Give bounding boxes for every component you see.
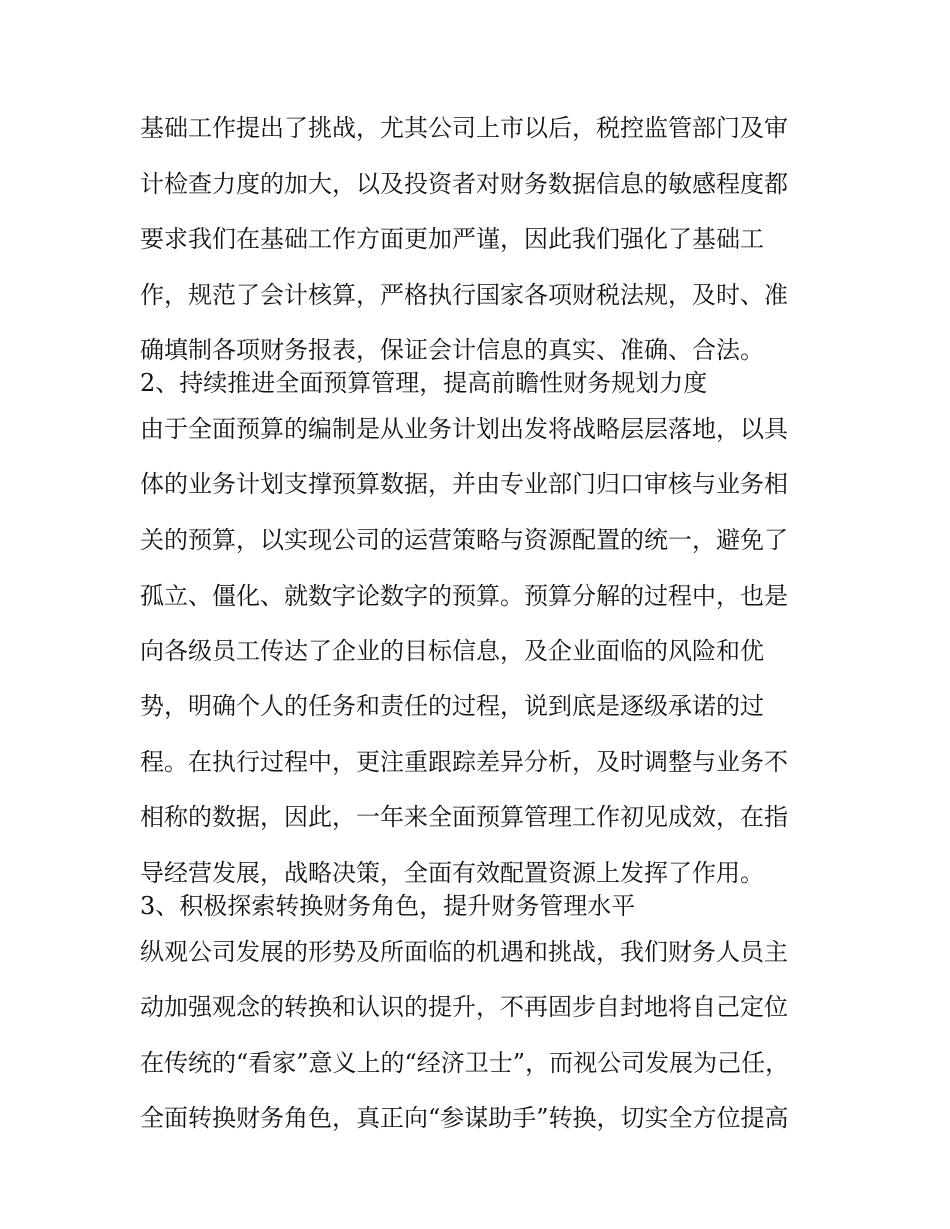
paragraph-line: 动加强观念的转换和认识的提升，不再固步自封地将自己定位 [140, 993, 788, 1021]
paragraph-line: 基础工作提出了挑战，尤其公司上市以后，税控监管部门及审 [140, 114, 788, 142]
section-heading: 3、积极探索转换财务角色，提升财务管理水平 [140, 892, 636, 920]
paragraph-line: 导经营发展，战略决策，全面有效配置资源上发挥了作用。 [140, 859, 764, 887]
paragraph-line: 体的业务计划支撑预算数据，并由专业部门归口审核与业务相 [140, 470, 788, 498]
paragraph-line: 关的预算，以实现公司的运营策略与资源配置的统一，避免了 [140, 526, 788, 554]
paragraph-line: 孤立、僵化、就数字论数字的预算。预算分解的过程中，也是 [140, 582, 788, 610]
paragraph-line: 程。在执行过程中，更注重跟踪差异分析，及时调整与业务不 [140, 748, 788, 776]
paragraph-line: 作，规范了会计核算，严格执行国家各项财税法规，及时、准 [140, 281, 788, 309]
paragraph-line: 全面转换财务角色，真正向“参谋助手”转换，切实全方位提高 [140, 1104, 789, 1132]
paragraph-line: 势，明确个人的任务和责任的过程，说到底是逐级承诺的过 [140, 692, 764, 720]
paragraph-line: 向各级员工传达了企业的目标信息，及企业面临的风险和优 [140, 637, 764, 665]
paragraph-line: 纵观公司发展的形势及所面临的机遇和挑战，我们财务人员主 [140, 938, 788, 966]
section-heading: 2、持续推进全面预算管理，提高前瞻性财务规划力度 [140, 369, 708, 397]
paragraph-line: 相称的数据，因此，一年来全面预算管理工作初见成效，在指 [140, 803, 788, 831]
paragraph-line: 在传统的“看家”意义上的“经济卫士”，而视公司发展为己任， [140, 1049, 790, 1077]
paragraph-line: 要求我们在基础工作方面更加严谨，因此我们强化了基础工 [140, 225, 764, 253]
paragraph-line: 确填制各项财务报表，保证会计信息的真实、准确、合法。 [140, 336, 764, 364]
paragraph-line: 计检查力度的加大，以及投资者对财务数据信息的敏感程度都 [140, 170, 788, 198]
paragraph-line: 由于全面预算的编制是从业务计划出发将战略层层落地，以具 [140, 415, 788, 443]
